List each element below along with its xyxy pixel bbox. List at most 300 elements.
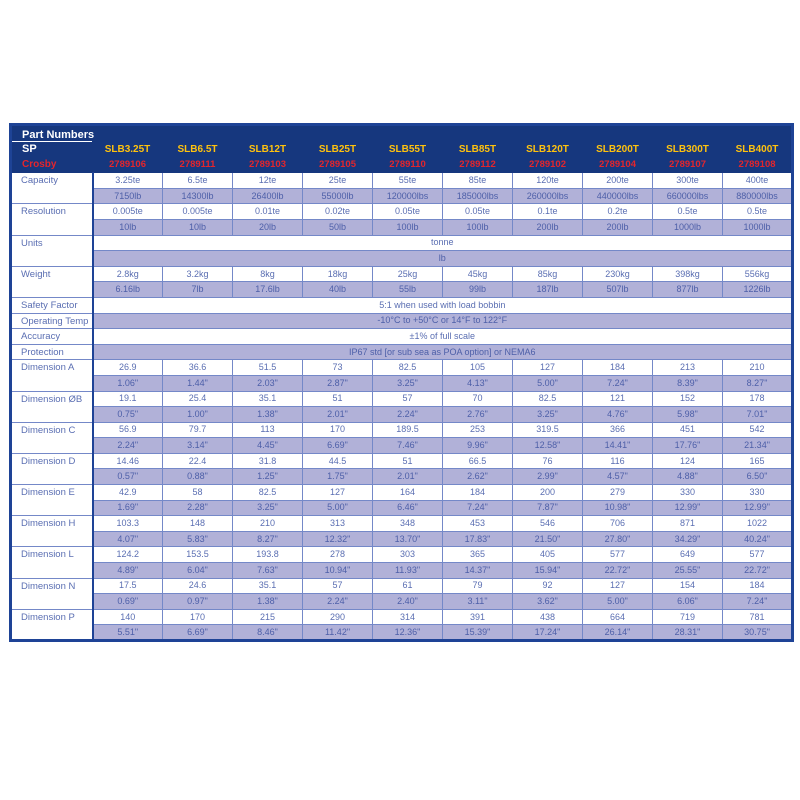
table-row [11,266,793,282]
table-cell: 0.05te [373,204,443,220]
table-cell: 6.06" [653,594,723,610]
column-header-slb120t: SLB120T [513,142,583,158]
table-cell: 17.76" [653,438,723,454]
row-label-dimension-a: Dimension A [11,360,93,391]
table-cell: 3.14" [163,438,233,454]
table-cell: 105 [443,360,513,376]
table-cell: 185000lbs [443,188,513,204]
table-cell: 153.5 [163,547,233,563]
table-cell: 184 [583,360,653,376]
table-cell: 17.5 [93,578,163,594]
table-cell: 3.62" [513,594,583,610]
table-cell: 4.57" [583,469,653,485]
table-cell: 34.29" [653,531,723,547]
table-cell: 24.6 [163,578,233,594]
table-cell: 92 [513,578,583,594]
table-cell: 45kg [443,266,513,282]
table-cell: ±1% of full scale [93,329,793,345]
table-cell: 6.5te [163,173,233,189]
crosby-part-number: 2789105 [303,157,373,173]
table-cell: 0.5te [723,204,793,220]
table-cell: 279 [583,485,653,501]
table-cell: 200te [583,173,653,189]
table-cell: 12.99" [723,500,793,516]
table-row [11,469,793,485]
table-cell: 57 [373,391,443,407]
spec-table-body [11,173,793,641]
table-cell: 1000lb [653,219,723,235]
part-numbers-row [11,125,793,142]
table-row [11,251,793,267]
table-cell: 7.24" [723,594,793,610]
table-cell: 313 [303,516,373,532]
table-cell: 215 [233,609,303,625]
table-cell: 5.98" [653,407,723,423]
table-row [11,594,793,610]
table-cell: 22.4 [163,453,233,469]
table-cell: 6.46" [373,500,443,516]
column-header-slb3-25t: SLB3.25T [93,142,163,158]
table-cell: 76 [513,453,583,469]
table-cell: 178 [723,391,793,407]
table-cell: 12.58" [513,438,583,454]
table-cell: -10°C to +50°C or 14°F to 122°F [93,313,793,329]
table-cell: 184 [723,578,793,594]
crosby-part-number: 2789108 [723,157,793,173]
table-cell: 152 [653,391,723,407]
table-cell: 99lb [443,282,513,298]
row-label-dimension-b: Dimension ØB [11,391,93,422]
table-cell: 1226lb [723,282,793,298]
table-cell: 2.24" [303,594,373,610]
table-cell: 19.1 [93,391,163,407]
table-cell: 11.93" [373,563,443,579]
table-cell: 577 [723,547,793,563]
table-cell: 51 [303,391,373,407]
table-cell: 210 [723,360,793,376]
table-cell: 6.69" [163,625,233,641]
table-cell: 20lb [233,219,303,235]
table-cell: 4.88" [653,469,723,485]
table-cell: 40.24" [723,531,793,547]
table-cell: 3.2kg [163,266,233,282]
table-cell: 1000lb [723,219,793,235]
table-row [11,578,793,594]
table-row [11,438,793,454]
row-label-dimension-h: Dimension H [11,516,93,547]
table-cell: 0.01te [233,204,303,220]
table-row [11,360,793,376]
table-cell: 25te [303,173,373,189]
table-cell: 5.00" [303,500,373,516]
crosby-part-number: 2789110 [373,157,443,173]
table-cell: 2.24" [93,438,163,454]
table-cell: 781 [723,609,793,625]
table-cell: 189.5 [373,422,443,438]
table-cell: 451 [653,422,723,438]
table-cell: 25kg [373,266,443,282]
table-cell: 303 [373,547,443,563]
table-cell: 507lb [583,282,653,298]
table-cell: 1.75" [303,469,373,485]
slb-specification-table [9,123,794,642]
table-row [11,531,793,547]
crosby-row [11,157,793,173]
column-header-slb85t: SLB85T [443,142,513,158]
table-cell: 405 [513,547,583,563]
table-cell: 0.69" [93,594,163,610]
table-cell: 40lb [303,282,373,298]
table-row [11,609,793,625]
table-cell: 8.27" [233,531,303,547]
table-cell: 18kg [303,266,373,282]
table-cell: 2.87" [303,375,373,391]
table-cell: 556kg [723,266,793,282]
table-cell: 127 [583,578,653,594]
row-label-dimension-p: Dimension P [11,609,93,640]
table-row [11,313,793,329]
table-cell: 6.69" [303,438,373,454]
table-cell: 660000lbs [653,188,723,204]
table-cell: 7.87" [513,500,583,516]
table-cell: IP67 std [or sub sea as POA option] or NEMA6 [93,344,793,360]
table-cell: 5.83" [163,531,233,547]
crosby-part-number: 2789106 [93,157,163,173]
table-cell: 391 [443,609,513,625]
table-cell: 124.2 [93,547,163,563]
table-cell: 0.05te [443,204,513,220]
table-cell: 7.24" [443,500,513,516]
row-label-dimension-e: Dimension E [11,485,93,516]
table-cell: 85te [443,173,513,189]
table-cell: 2.01" [303,407,373,423]
table-row [11,173,793,189]
table-cell: 4.89" [93,563,163,579]
table-cell: 6.04" [163,563,233,579]
table-cell: 10lb [93,219,163,235]
table-cell: 1.38" [233,594,303,610]
column-header-slb6-5t: SLB6.5T [163,142,233,158]
table-row [11,297,793,313]
table-cell: 7.01" [723,407,793,423]
table-cell: 7.63" [233,563,303,579]
table-cell: 6.16lb [93,282,163,298]
table-row [11,547,793,563]
table-cell: 542 [723,422,793,438]
table-cell: 15.39" [443,625,513,641]
table-cell: lb [93,251,793,267]
table-row [11,282,793,298]
table-cell: 57 [303,578,373,594]
table-cell: 3.25" [233,500,303,516]
table-cell: 79 [443,578,513,594]
table-cell: 15.94" [513,563,583,579]
table-cell: 154 [653,578,723,594]
table-cell: 5:1 when used with load bobbin [93,297,793,313]
row-label-operating-temp: Operating Temp [11,313,93,329]
table-cell: 25.55" [653,563,723,579]
crosby-label: Crosby [11,157,93,173]
row-label-capacity: Capacity [11,173,93,204]
table-row [11,235,793,251]
table-cell: 14300lb [163,188,233,204]
table-cell: 0.2te [583,204,653,220]
table-cell: 103.3 [93,516,163,532]
table-cell: 253 [443,422,513,438]
table-row [11,375,793,391]
table-cell: 170 [163,609,233,625]
table-cell: 13.70" [373,531,443,547]
table-row [11,422,793,438]
table-cell: 5.00" [513,375,583,391]
table-cell: 2.01" [373,469,443,485]
table-cell: 120te [513,173,583,189]
table-cell: 366 [583,422,653,438]
table-cell: 1.38" [233,407,303,423]
table-cell: 400te [723,173,793,189]
table-cell: 22.72" [723,563,793,579]
table-row [11,453,793,469]
table-cell: 0.5te [653,204,723,220]
table-cell: 25.4 [163,391,233,407]
table-cell: 82.5 [513,391,583,407]
table-cell: 140 [93,609,163,625]
table-cell: 121 [583,391,653,407]
table-cell: 9.96" [443,438,513,454]
table-cell: 5.51" [93,625,163,641]
table-cell: 300te [653,173,723,189]
table-cell: 82.5 [373,360,443,376]
table-cell: 6.50" [723,469,793,485]
table-cell: 8.27" [723,375,793,391]
table-cell: 0.005te [163,204,233,220]
crosby-part-number: 2789111 [163,157,233,173]
table-cell: 30.75" [723,625,793,641]
crosby-part-number: 2789107 [653,157,723,173]
table-cell: 0.57" [93,469,163,485]
table-cell: 170 [303,422,373,438]
table-cell: 193.8 [233,547,303,563]
table-cell: 1.06" [93,375,163,391]
table-cell: 12.99" [653,500,723,516]
table-cell: 2.28" [163,500,233,516]
column-header-slb12t: SLB12T [233,142,303,158]
table-row [11,563,793,579]
table-cell: 278 [303,547,373,563]
table-cell: 1.25" [233,469,303,485]
table-cell: 2.24" [373,407,443,423]
row-label-dimension-n: Dimension N [11,578,93,609]
row-label-safety-factor: Safety Factor [11,297,93,313]
table-cell: 12.32" [303,531,373,547]
table-cell: 187lb [513,282,583,298]
table-row [11,219,793,235]
table-cell: 7.24" [583,375,653,391]
table-cell: 113 [233,422,303,438]
table-cell: 453 [443,516,513,532]
crosby-part-number: 2789112 [443,157,513,173]
table-cell: 3.25" [373,375,443,391]
table-row [11,344,793,360]
table-cell: 26.14" [583,625,653,641]
table-cell: 260000lbs [513,188,583,204]
table-cell: 12.36" [373,625,443,641]
table-cell: 4.13" [443,375,513,391]
table-row [11,407,793,423]
table-cell: 148 [163,516,233,532]
table-cell: 56.9 [93,422,163,438]
table-cell: 127 [513,360,583,376]
row-label-dimension-d: Dimension D [11,453,93,484]
table-cell: 2.76" [443,407,513,423]
crosby-part-number: 2789103 [233,157,303,173]
table-cell: 50lb [303,219,373,235]
table-cell: 230kg [583,266,653,282]
table-cell: 200lb [583,219,653,235]
table-cell: 200lb [513,219,583,235]
table-cell: 55te [373,173,443,189]
crosby-part-number: 2789102 [513,157,583,173]
column-header-slb55t: SLB55T [373,142,443,158]
row-label-resolution: Resolution [11,204,93,235]
table-row [11,500,793,516]
table-cell: 5.00" [583,594,653,610]
table-row [11,625,793,641]
table-cell: 127 [303,485,373,501]
table-cell: 577 [583,547,653,563]
table-cell: 31.8 [233,453,303,469]
table-cell: 8.39" [653,375,723,391]
table-cell: 28.31" [653,625,723,641]
table-cell: 440000lbs [583,188,653,204]
table-cell: 1.44" [163,375,233,391]
table-cell: 35.1 [233,391,303,407]
sp-label: SP [11,142,93,158]
table-cell: 706 [583,516,653,532]
table-cell: 100lb [373,219,443,235]
table-cell: 70 [443,391,513,407]
table-cell: 165 [723,453,793,469]
row-label-units: Units [11,235,93,266]
table-cell: 116 [583,453,653,469]
table-cell: 348 [373,516,443,532]
table-cell: 1.69" [93,500,163,516]
table-cell: 14.46 [93,453,163,469]
part-numbers-label: Part Numbers [11,125,793,142]
table-cell: 82.5 [233,485,303,501]
table-cell: 10lb [163,219,233,235]
table-cell: 213 [653,360,723,376]
table-cell: 120000lbs [373,188,443,204]
table-cell: 85kg [513,266,583,282]
table-cell: 164 [373,485,443,501]
table-row [11,516,793,532]
column-header-row [11,142,793,158]
table-cell: 10.98" [583,500,653,516]
table-cell: 42.9 [93,485,163,501]
table-cell: 0.88" [163,469,233,485]
table-cell: 73 [303,360,373,376]
table-cell: 3.25" [513,407,583,423]
row-label-accuracy: Accuracy [11,329,93,345]
column-header-slb25t: SLB25T [303,142,373,158]
table-cell: 51.5 [233,360,303,376]
table-cell: 0.97" [163,594,233,610]
table-cell: 314 [373,609,443,625]
table-cell: 7lb [163,282,233,298]
table-cell: 3.11" [443,594,513,610]
table-cell: 79.7 [163,422,233,438]
table-cell: 4.76" [583,407,653,423]
table-cell: 184 [443,485,513,501]
table-cell: 10.94" [303,563,373,579]
table-cell: 330 [723,485,793,501]
table-cell: 200 [513,485,583,501]
table-cell: 55lb [373,282,443,298]
table-cell: 0.1te [513,204,583,220]
table-cell: 100lb [443,219,513,235]
table-cell: 319.5 [513,422,583,438]
table-cell: 17.24" [513,625,583,641]
table-cell: 1.00" [163,407,233,423]
table-cell: 4.45" [233,438,303,454]
table-cell: 12te [233,173,303,189]
table-row [11,329,793,345]
table-cell: 438 [513,609,583,625]
table-cell: 51 [373,453,443,469]
table-cell: 26.9 [93,360,163,376]
table-cell: 365 [443,547,513,563]
table-cell: 290 [303,609,373,625]
table-cell: 2.40" [373,594,443,610]
table-cell: 4.07" [93,531,163,547]
table-cell: 2.03" [233,375,303,391]
table-cell: 3.25te [93,173,163,189]
table-cell: 21.34" [723,438,793,454]
table-cell: 2.99" [513,469,583,485]
table-cell: 880000lbs [723,188,793,204]
table-cell: tonne [93,235,793,251]
table-cell: 27.80" [583,531,653,547]
table-cell: 871 [653,516,723,532]
table-cell: 17.83" [443,531,513,547]
table-cell: 14.37" [443,563,513,579]
table-cell: 124 [653,453,723,469]
table-cell: 0.005te [93,204,163,220]
row-label-dimension-l: Dimension L [11,547,93,578]
table-cell: 8kg [233,266,303,282]
table-cell: 398kg [653,266,723,282]
table-cell: 7.46" [373,438,443,454]
table-cell: 35.1 [233,578,303,594]
table-cell: 719 [653,609,723,625]
table-row [11,204,793,220]
table-cell: 44.5 [303,453,373,469]
table-row [11,485,793,501]
table-cell: 0.75" [93,407,163,423]
table-cell: 58 [163,485,233,501]
table-cell: 11.42" [303,625,373,641]
table-cell: 36.6 [163,360,233,376]
table-cell: 210 [233,516,303,532]
row-label-dimension-c: Dimension C [11,422,93,453]
table-cell: 649 [653,547,723,563]
table-cell: 21.50" [513,531,583,547]
table-cell: 55000lb [303,188,373,204]
column-header-slb400t: SLB400T [723,142,793,158]
table-cell: 546 [513,516,583,532]
table-row [11,188,793,204]
